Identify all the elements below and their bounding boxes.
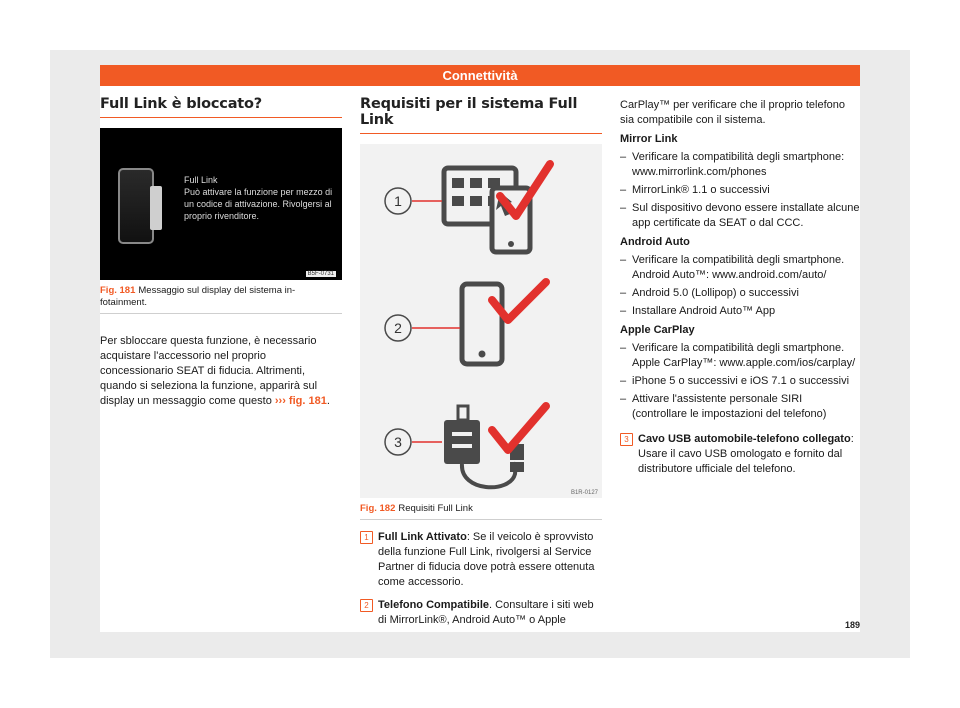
column-right [620,98,860,477]
screen-line: Può attivare la funzione per mezzo di [184,187,333,197]
callout-number: 3 [394,434,402,450]
section-title-apple-carplay: Apple CarPlay [620,324,695,336]
section-heading-requirements: Requisiti per il sistema Full Link [360,96,602,134]
figure-code: B1R-0127 [570,490,598,496]
list-item: – Android 5.0 (Lollipop) o successivi [620,286,860,301]
caption-divider [100,313,342,314]
requirements-illustration [360,144,602,498]
list-item: – Installare Android Auto™ App [620,304,860,319]
list-item: – Sul dispositivo devono essere installate alcune app certificate da SEAT o dal CCC. [620,201,860,231]
figure-182-caption [360,503,602,515]
section-title-android-auto: Android Auto [620,236,690,248]
caption-text: Messaggio sul display del sistema in-fotainment. [100,285,296,308]
body-text: Per sbloccare questa funzione, è necessario acquistare l'accessorio nel proprio concessionario SEAT di fiducia. Altrimenti, quando si seleziona la funzione, apparirà sul display un messaggio come questo [100,335,318,407]
figure-182-image [360,144,602,498]
page-number: 189 [844,620,860,630]
item-text: . Consultare i siti web di MirrorLink®, Android Auto™ o Apple [378,599,594,626]
screen-message [184,174,340,222]
list-item: – MirrorLink® 1.1 o successivi [620,183,860,198]
body-paragraph [100,334,342,409]
item-title: Full Link Attivato [378,531,467,543]
requirement-item-2 [360,598,602,628]
list-item: – iPhone 5 o successivi e iOS 7.1 o successivi [620,374,860,389]
screen-line: un codice di attivazione. Rivolgersi al [184,199,332,209]
column-middle [360,96,602,628]
list-item: – Attivare l'assistente personale SIRI (controllare le impostazioni del telefono) [620,392,860,422]
item-title: Telefono Compatibile [378,599,490,611]
caption-label: Fig. 182 [360,503,396,514]
item-text: : Se il veicolo è sprovvisto della funzione Full Link, rivolgersi al Service Partner di fiducia dove potrà essere ottenuta come accessorio. [378,531,595,588]
item-number: 3 [620,433,633,446]
requirement-item-3 [620,432,860,477]
screen-line: proprio rivenditore. [184,211,260,221]
figure-181-image [100,128,342,280]
usb-plug-icon [150,186,162,230]
figure-181-caption [100,285,342,309]
smartphone-icon [462,284,502,364]
section-heading-full-link-blocked: Full Link è bloccato? [100,96,342,118]
list-item: – Verificare la compatibilità degli smartphone: www.mirrorlink.com/phones [620,150,860,180]
body-text-end: . [326,395,330,407]
caption-divider [360,519,602,520]
list-item: – Verificare la compatibilità degli smartphone. Android Auto™: www.android.com/auto/ [620,253,860,283]
callout-number: 1 [394,193,402,209]
item-text: : Usare il cavo USB omologato e fornito dal distributore ufficiale del telefono. [638,433,854,475]
item-title: Cavo USB automobile-telefono collegato [638,433,851,445]
callout-number: 2 [394,320,402,336]
check-icon [492,406,546,450]
item-number: 1 [360,531,373,544]
list-item: – Verificare la compatibilità degli smartphone. Apple CarPlay™: www.apple.com/ios/carplay/ [620,341,860,371]
section-title-mirror-link: Mirror Link [620,133,678,145]
caption-label: Fig. 181 [100,285,136,296]
caption-text: Requisiti Full Link [398,503,473,514]
screen-line: Full Link [184,175,218,185]
column-left [100,96,342,409]
item-number: 2 [360,599,373,612]
figure-code: B5F-0731 [307,271,334,277]
intro-text: CarPlay™ per verificare che il proprio telefono sia compatibile con il sistema. [620,99,845,126]
figure-reference-link[interactable]: ››› fig. 181 [274,395,327,407]
phone-icon [118,168,154,244]
chapter-header: Connettività [100,65,860,86]
requirement-item-1 [360,530,602,590]
